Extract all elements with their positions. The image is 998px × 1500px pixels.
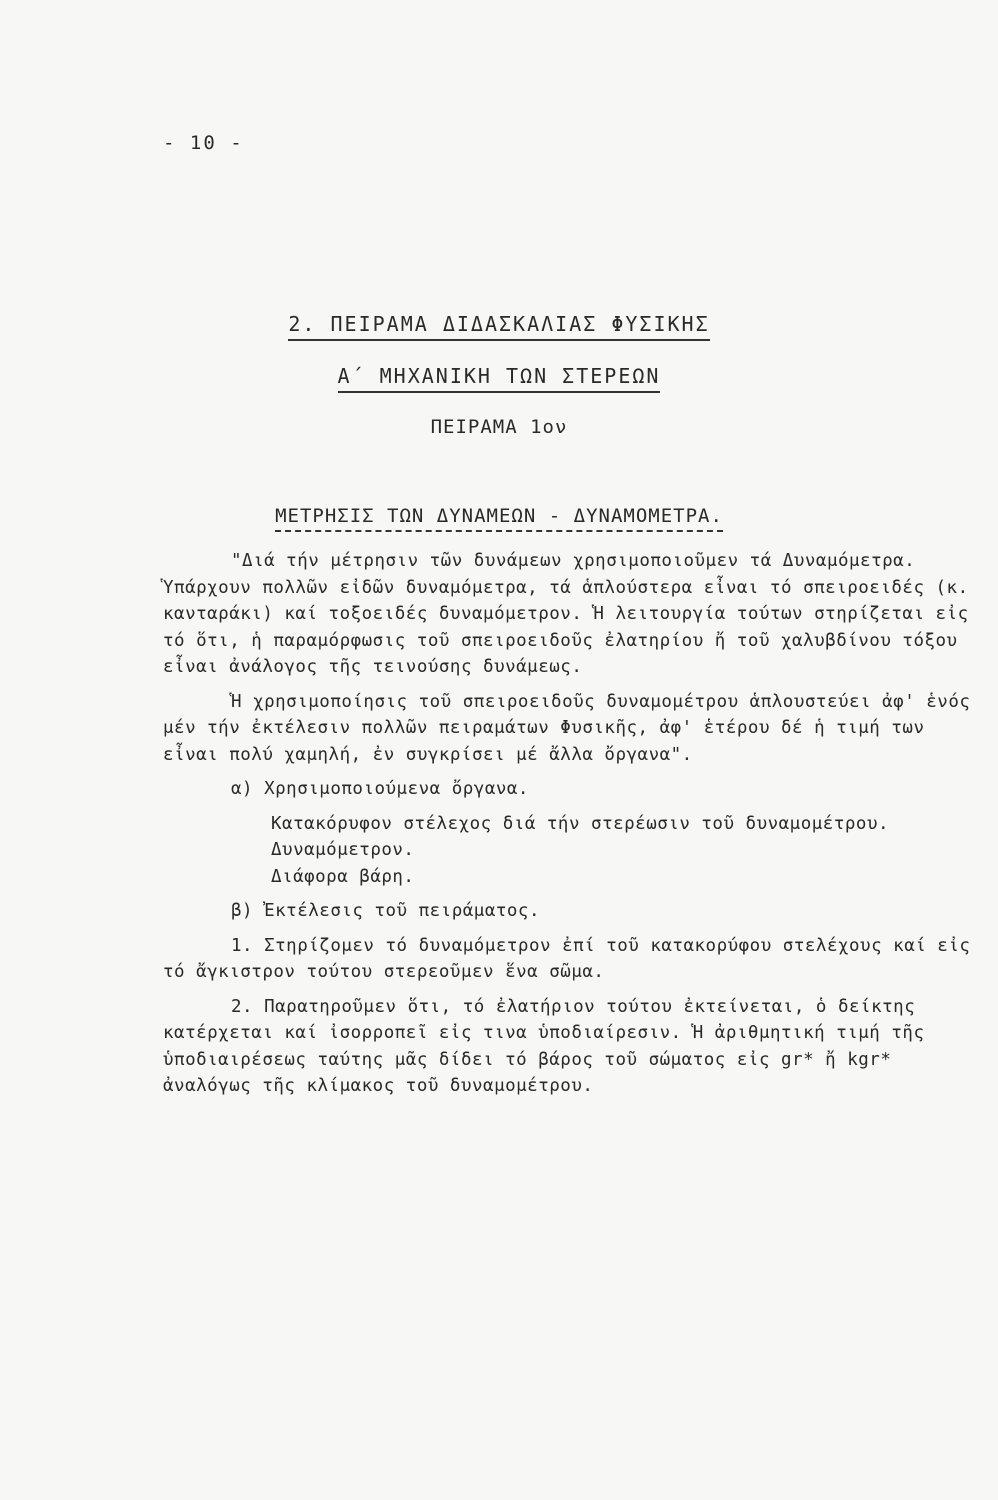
body-text — [163, 548, 983, 1100]
page-number: - 10 - — [163, 132, 244, 154]
topic-title-text: ΜΕΤΡΗΣΙΣ ΤΩΝ ΔΥΝΑΜΕΩΝ - ΔΥΝΑΜΟΜΕΤΡΑ. — [275, 505, 723, 532]
section-heading-text: 2. ΠΕΙΡΑΜΑ ΔΙΔΑΣΚΑΛΙΑΣ ΦΥΣΙΚΗΣ — [288, 312, 709, 341]
section-b-title: β) Ἐκτέλεσις τοῦ πειράματος. — [231, 901, 541, 921]
equipment-item: Δυναμόμετρον. — [271, 840, 415, 860]
paragraph: Ἡ χρησιμοποίησις τοῦ σπειροειδοῦς δυναμομέτρου ἁπλουστεύει ἀφ' ἑνός μέν τήν ἐκτέλεσιν πολλῶν πειραμάτων Φυσικῆς, ἀφ' ἑτέρου δέ ἡ τιμή των εἶναι πολύ χαμηλή, ἐν συγκρίσει μέ ἄλλα ὄργανα". — [163, 691, 971, 765]
section-heading — [0, 312, 998, 336]
equipment-item: Κατακόρυφον στέλεχος διά τήν στερέωσιν τοῦ δυναμομέτρου. — [271, 813, 890, 834]
subsection-heading — [0, 364, 998, 388]
experiment-title: ΠΕΙΡΑΜΑ 1ον — [430, 416, 568, 438]
section-a-title: α) Χρησιμοποιούμενα ὄργανα. — [231, 779, 529, 799]
equipment-item: Διάφορα βάρη. — [271, 866, 415, 887]
procedure-step: 2. Παρατηροῦμεν ὅτι, τό ἐλατήριον τούτου ἐκτείνεται, ὁ δείκτης κατέρχεται καί ἰσορροπεῖ εἰς τινα ὑποδιαίρεσιν. Ἡ ἀριθμητική τιμή τῆς ὑποδιαιρέσεως ταύτης μᾶς δίδει τό βάρος τοῦ σώματος εἰς gr* ἤ kgr* ἀναλόγως τῆς κλίμακος τοῦ δυναμομέτρου. — [163, 996, 925, 1096]
procedure-step: 1. Στηρίζομεν τό δυναμόμετρον ἐπί τοῦ κατακορύφου στελέχους καί εἰς τό ἄγκιστρον τούτου στερεοῦμεν ἕνα σῶμα. — [163, 935, 971, 982]
paragraph: "Διά τήν μέτρησιν τῶν δυνάμεων χρησιμοποιοῦμεν τά Δυναμόμετρα. Ὑπάρχουν πολλῶν εἰδῶν δυναμόμετρα, τά ἁπλούστερα εἶναι τό σπειροειδές (κ. κανταράκι) καί τοξοειδές δυναμόμετρον. Ἡ λειτουργία τούτων στηρίζεται εἰς τό ὅτι, ἡ παραμόρφωσις τοῦ σπειροειδοῦς ἐλατηρίου ἤ τοῦ χαλυβδίνου τόξου εἶναι ἀνάλογος τῆς τεινούσης δυνάμεως. — [163, 551, 969, 677]
topic-title — [0, 505, 998, 527]
subsection-heading-text: Α΄ ΜΗΧΑΝΙΚΗ ΤΩΝ ΣΤΕΡΕΩΝ — [338, 364, 661, 393]
